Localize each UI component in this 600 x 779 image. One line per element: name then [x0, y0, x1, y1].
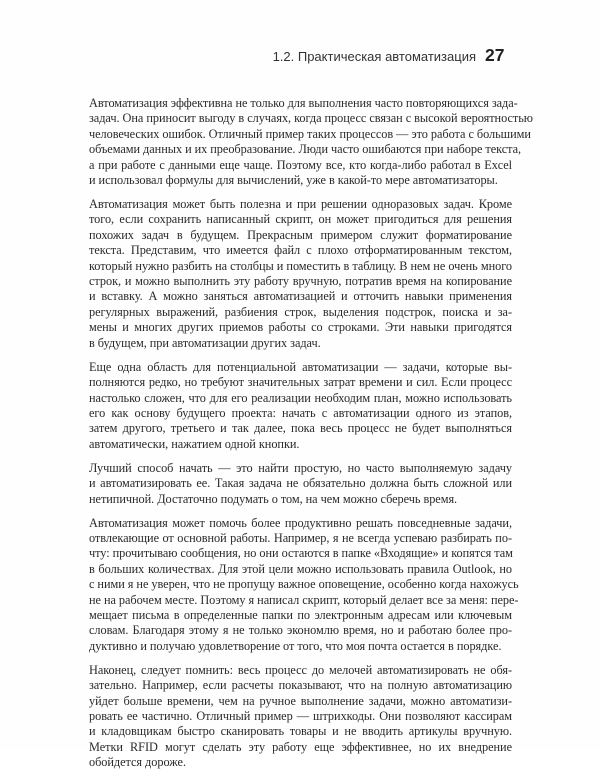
- paragraph: [89, 663, 512, 771]
- text-line: мены и многих других приемов работы со строками. Эти навыки пригодятся: [89, 320, 512, 335]
- running-header: [0, 47, 600, 67]
- text-line: словам. Благодаря этому я не только экономлю время, но и работаю более про-: [89, 623, 512, 638]
- text-line: отвлекающие от основной работы. Например, я не всегда успеваю разбирать по-: [89, 530, 512, 545]
- text-line: обойдется дороже.: [89, 755, 186, 770]
- text-line: регулярных выражений, разбиения строк, выделения подстрок, поиска и за-: [89, 304, 512, 319]
- paragraph: [89, 360, 512, 452]
- text-line: нетипичной. Достаточно подумать о том, на чем можно сберечь время.: [89, 491, 458, 506]
- text-line: Метки RFID могут сделать эту работу еще эффективнее, но их внедрение: [89, 739, 512, 754]
- text-line: Автоматизация эффективна не только для выполнения часто повторяющихся зада-: [89, 96, 518, 110]
- text-line: не на рабочем месте. Поэтому я написал скрипт, который делает все за меня: пере-: [89, 592, 519, 607]
- text-line: того, если сохранить написанный скрипт, он может пригодиться для решения: [89, 212, 512, 227]
- text-line: который нужно разбить на столбцы и поместить в таблицу. В нем не очень много: [89, 258, 512, 273]
- text-line: и автоматизировать ее. Такая задача не обязательно должна быть сложной или: [89, 476, 512, 491]
- text-line: и использовал формулы для вычислений, уже в какой-то мере автоматизаторы.: [89, 173, 498, 188]
- text-line: мещает письма в определенные папки по электронным адресам или ключевым: [89, 607, 512, 622]
- paragraph: [89, 96, 533, 188]
- text-line: затем другого, третьего и так далее, пока весь процесс не будет выполняться: [89, 421, 512, 436]
- text-line: уйдет больше времени, чем на ручное выполнение задачи, можно автоматизи-: [89, 693, 512, 708]
- paragraph: [89, 197, 512, 351]
- text-line: его как основу будущего проекта: начать с автоматизации одного из этапов,: [89, 405, 512, 420]
- text-line: похожих задач в будущем. Прекрасным примером служит форматирование: [89, 227, 512, 242]
- text-line: строк, и можно выполнить эту работу вручную, потратив время на копирование: [89, 274, 512, 289]
- text-line: задач. Она приносит выгоду в случаях, когда процесс связан с высокой вероятностью: [89, 111, 533, 126]
- text-line: Автоматизация может быть полезна и при решении одноразовых задач. Кроме: [89, 197, 512, 212]
- text-line: автоматически, нажатием одной кнопки.: [89, 436, 300, 451]
- text-line: человеческих ошибок. Отличный пример таких процессов — это работа с большими: [89, 126, 531, 141]
- paragraph: [89, 461, 512, 507]
- text-line: Лучший способ начать — это найти простую, но часто выполняемую задачу: [89, 460, 512, 475]
- text-line: полняются редко, но требуют значительных затрат времени и сил. Если процесс: [89, 375, 512, 390]
- text-line: зательно. Например, если расчеты показывают, что на полную автоматизацию: [89, 678, 512, 693]
- text-line: настолько сложен, что для его реализации необходим план, можно использовать: [89, 390, 512, 405]
- text-line: и вставку. А можно заняться автоматизацией и отточить навыки применения: [89, 289, 512, 304]
- body-text: [89, 96, 533, 779]
- text-line: Еще одна область для потенциальной автоматизации — задачи, которые вы-: [89, 359, 512, 374]
- page-number: 27: [485, 45, 505, 65]
- text-line: в больших количествах. Для этой цели можно использовать правила Outlook, но: [89, 561, 512, 576]
- text-line: дуктивно и получаю удовлетворение от того, что моя почта остается в порядке.: [89, 638, 502, 653]
- text-line: Наконец, следует помнить: весь процесс до мелочей автоматизировать не обя-: [89, 662, 512, 677]
- text-line: а при работе с данными еще чаще. Поэтому все, кто когда-либо работал в Excel: [89, 157, 512, 172]
- text-line: с ними я не уверен, что не пропущу важное оповещение, особенно когда нахожусь: [89, 577, 519, 592]
- paragraph: [89, 515, 519, 655]
- text-line: в будущем, при автоматизации других задач.: [89, 335, 321, 350]
- text-line: текста. Представим, что имеется файл с плохо отформатированным текстом,: [89, 243, 512, 258]
- text-line: объемами данных и их преобразование. Люди часто ошибаются при наборе текста,: [89, 142, 522, 157]
- text-line: Автоматизация может помочь более продуктивно решать повседневные задачи,: [89, 515, 512, 530]
- text-line: ровать ее частично. Отличный пример — штрихкоды. Они позволяют кассирам: [89, 709, 512, 723]
- text-line: чту: прочитываю сообщения, но они остаются в папке «Входящие» и копятся там: [89, 546, 513, 561]
- section-title: 1.2. Практическая автоматизация: [272, 49, 476, 64]
- text-line: и кладовщикам быстро сканировать товары и не вводить артикулы вручную.: [89, 724, 512, 739]
